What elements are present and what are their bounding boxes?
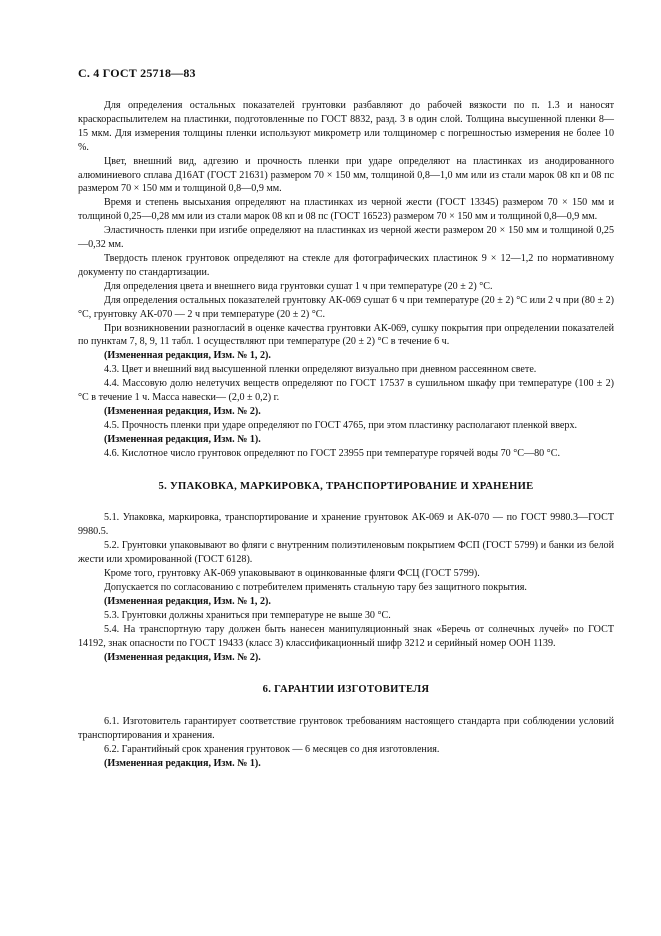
clause-5-1: 5.1. Упаковка, маркировка, транспортирование и хранение грунтовок АК-069 и АК-070 — по ГОСТ 9980.3—ГОСТ 9980.5. bbox=[78, 512, 614, 538]
page-header: С. 4 ГОСТ 25718—83 bbox=[78, 66, 196, 80]
clause-5-3: 5.3. Грунтовки должны храниться при температуре не выше 30 °С. bbox=[104, 609, 391, 621]
clause-4-3: 4.3. Цвет и внешний вид высушенной пленки определяют визуально при дневном рассеянном свете. bbox=[104, 364, 537, 376]
paragraph-zinc-flasks: Кроме того, грунтовку АК-069 упаковывают в оцинкованные фляги ФСЦ (ГОСТ 5799). bbox=[104, 568, 480, 580]
paragraph-aluminium-plates: Цвет, внешний вид, адгезию и прочность пленки при ударе определяют на пластинках из анодированного алюминиевого сплава Д16АТ (ГОСТ 21631) размером 70 × 150 мм, толщиной 0,8—1,0 мм или из стали марок 08 кп и 08 пс размером 70 × 150 мм и толщиной 0,8—0,9 мм. bbox=[78, 155, 614, 195]
clause-5-4: 5.4. На транспортную тару должен быть нанесен манипуляционный знак «Беречь от солнечных лучей» по ГОСТ 14192, знак опасности по ГОСТ 19433 (класс 3) классификационный шифр 3212 и серийный номер ООН 1139. bbox=[78, 623, 614, 649]
revision-note: (Измененная редакция, Изм. № 1). bbox=[104, 758, 261, 770]
clause-4-6: 4.6. Кислотное число грунтовок определяют по ГОСТ 23955 при температуре горячей воды 70 °С—80 °С. bbox=[104, 447, 560, 459]
revision-note: (Измененная редакция, Изм. № 1, 2). bbox=[104, 350, 271, 362]
clause-4-5: 4.5. Прочность пленки при ударе определяют по ГОСТ 4765, при этом пластинку располагают пленкой вверх. bbox=[104, 419, 578, 431]
revision-note: (Измененная редакция, Изм. № 1, 2). bbox=[104, 595, 271, 607]
section-heading-6: 6. ГАРАНТИИ ИЗГОТОВИТЕЛЯ bbox=[262, 684, 430, 696]
paragraph-drying-plates: Время и степень высыхания определяют на пластинках из черной жести (ГОСТ 13345) размером 70 × 150 мм и толщиной 0,25—0,28 мм или из стали марок 08 кп и 08 пс (ГОСТ 16523) размером 70 × 150 мм и толщиной 0,8—0,9 мм. bbox=[78, 197, 614, 223]
paragraph-elasticity: Эластичность пленки при изгибе определяют на пластинках из черной жести размером 20 × 150 мм и толщиной 0,25—0,32 мм. bbox=[78, 225, 614, 251]
paragraph-hardness: Твердость пленок грунтовок определяют на стекле для фотографических пластинок 9 × 12—1,2 по нормативному документу по стандартизации. bbox=[78, 252, 614, 278]
document-body bbox=[78, 99, 614, 771]
paragraph-steel-containers: Допускается по согласованию с потребителем применять стальную тару без защитного покрытия. bbox=[104, 582, 527, 593]
paragraph-application: Для определения остальных показателей грунтовки разбавляют до рабочей вязкости по п. 1.3 и наносят краскораспылителем на пластинки, подготовленные по ГОСТ 8832, разд. 3 в один слой. Толщина высушенной пленки 8—15 мкм. Для измерения толщины пленки используют микрометр или толщиномер с погрешностью измерения не более 10 %. bbox=[78, 100, 614, 153]
revision-note: (Измененная редакция, Изм. № 1). bbox=[104, 433, 261, 445]
clause-5-2: 5.2. Грунтовки упаковывают во фляги с внутренним полиэтиленовым покрытием ФСП (ГОСТ 5799) и банки из белой жести или хромированной (ГОСТ 6128). bbox=[78, 540, 614, 566]
clause-4-4: 4.4. Массовую долю нелетучих веществ определяют по ГОСТ 17537 в сушильном шкафу при температуре (100 ± 2) °С в течение 1 ч. Масса навески— (2,0 ± 0,2) г. bbox=[78, 378, 614, 404]
paragraph-disagreement: При возникновении разногласий в оценке качества грунтовки АК-069, сушку покрытия при определении показателей по пунктам 7, 8, 9, 11 табл. 1 осуществляют при температуре (20 ± 2) °С в течение 6 ч. bbox=[78, 322, 614, 348]
clause-6-2: 6.2. Гарантийный срок хранения грунтовок — 6 месяцев со дня изготовления. bbox=[104, 744, 440, 756]
revision-note: (Измененная редакция, Изм. № 2). bbox=[104, 651, 261, 663]
section-heading-5: 5. УПАКОВКА, МАРКИРОВКА, ТРАНСПОРТИРОВАНИЕ И ХРАНЕНИЕ bbox=[158, 480, 534, 492]
paragraph-other-drying: Для определения остальных показателей грунтовку АК-069 сушат 6 ч при температуре (20 ± 2) °С или 2 ч при (80 ± 2) °С, грунтовку АК-070 — 2 ч при температуре (20 ± 2) °С. bbox=[78, 294, 614, 320]
revision-note: (Измененная редакция, Изм. № 2). bbox=[104, 405, 261, 417]
paragraph-color-drying: Для определения цвета и внешнего вида грунтовки сушат 1 ч при температуре (20 ± 2) °С. bbox=[104, 280, 493, 292]
clause-6-1: 6.1. Изготовитель гарантирует соответствие грунтовок требованиям настоящего стандарта при соблюдении условий транспортирования и хранения. bbox=[78, 716, 614, 742]
